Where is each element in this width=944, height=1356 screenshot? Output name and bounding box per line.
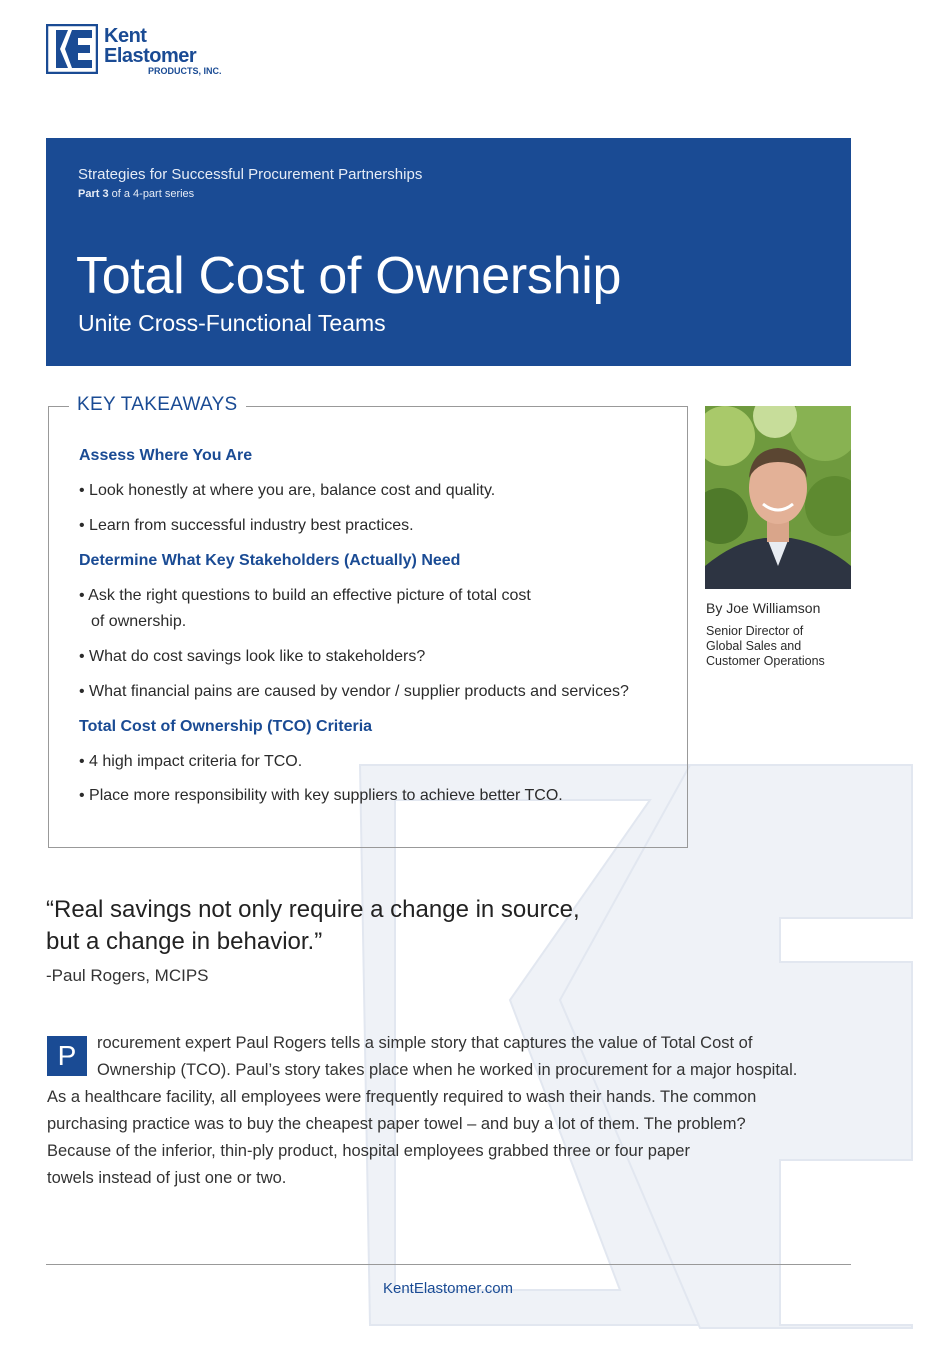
takeaway-bullet: • Learn from successful industry best practices. [79,517,414,534]
series-name: Strategies for Successful Procurement Partnerships [78,166,423,183]
takeaway-bullet: • Look honestly at where you are, balance cost and quality. [79,482,496,499]
takeaway-bullet: • What do cost savings look like to stakeholders? [79,648,426,665]
takeaway-bullet-continuation: of ownership. [91,613,187,630]
takeaway-heading: Total Cost of Ownership (TCO) Criteria [79,718,373,735]
takeaway-heading: Determine What Key Stakeholders (Actually) Need [79,552,461,569]
drop-cap: P [47,1036,87,1076]
footer-divider [46,1264,851,1265]
takeaway-bullet: • Place more responsibility with key suppliers to achieve better TCO. [79,787,563,804]
kent-logo-mark-icon [46,24,98,74]
body-text-line: rocurement expert Paul Rogers tells a simple story that captures the value of Total Cost of [97,1034,753,1052]
author-role-line: Customer Operations [706,654,825,668]
takeaway-bullet: • Ask the right questions to build an effective picture of total cost [79,587,531,604]
author-role-line: Global Sales and [706,639,802,653]
series-part-rest: of a 4-part series [108,188,195,200]
pull-quote-line: but a change in behavior.” [46,928,323,955]
takeaway-heading: Assess Where You Are [79,447,253,464]
title-banner [46,138,851,366]
logo-text-products: PRODUCTS, INC. [148,66,222,76]
series-part [78,188,194,200]
body-text-line: purchasing practice was to buy the cheapest paper towel – and buy a lot of them. The problem? [47,1115,746,1133]
page-subtitle: Unite Cross-Functional Teams [78,310,386,336]
body-text-line: towels instead of just one or two. [47,1169,287,1187]
body-text-line: As a healthcare facility, all employees were frequently required to wash their hands. The common [47,1088,757,1106]
series-part-number: Part 3 [78,188,109,200]
author-portrait-image [705,406,851,589]
author-role-line: Senior Director of [706,624,804,638]
body-text-line: Because of the inferior, thin-ply product, hospital employees grabbed three or four paper [47,1142,690,1160]
company-logo[interactable] [46,24,246,76]
body-text-line: Ownership (TCO). Paul’s story takes place when he worked in procurement for a major hospital. [97,1061,798,1079]
logo-text-kent: Kent [104,25,147,47]
takeaway-bullet: • 4 high impact criteria for TCO. [79,753,303,770]
author-photo [705,406,851,589]
author-byline: By Joe Williamson [706,600,821,616]
logo-text-elastomer: Elastomer [104,45,197,67]
footer-website-link[interactable]: KentElastomer.com [382,1280,514,1297]
pull-quote-line: “Real savings not only require a change in source, [46,896,580,923]
page-title: Total Cost of Ownership [76,247,622,305]
key-takeaways-title: KEY TAKEAWAYS [69,394,246,416]
takeaway-bullet: • What financial pains are caused by vendor / supplier products and services? [79,683,629,700]
quote-attribution: -Paul Rogers, MCIPS [46,966,209,985]
key-takeaways-box [48,394,688,848]
